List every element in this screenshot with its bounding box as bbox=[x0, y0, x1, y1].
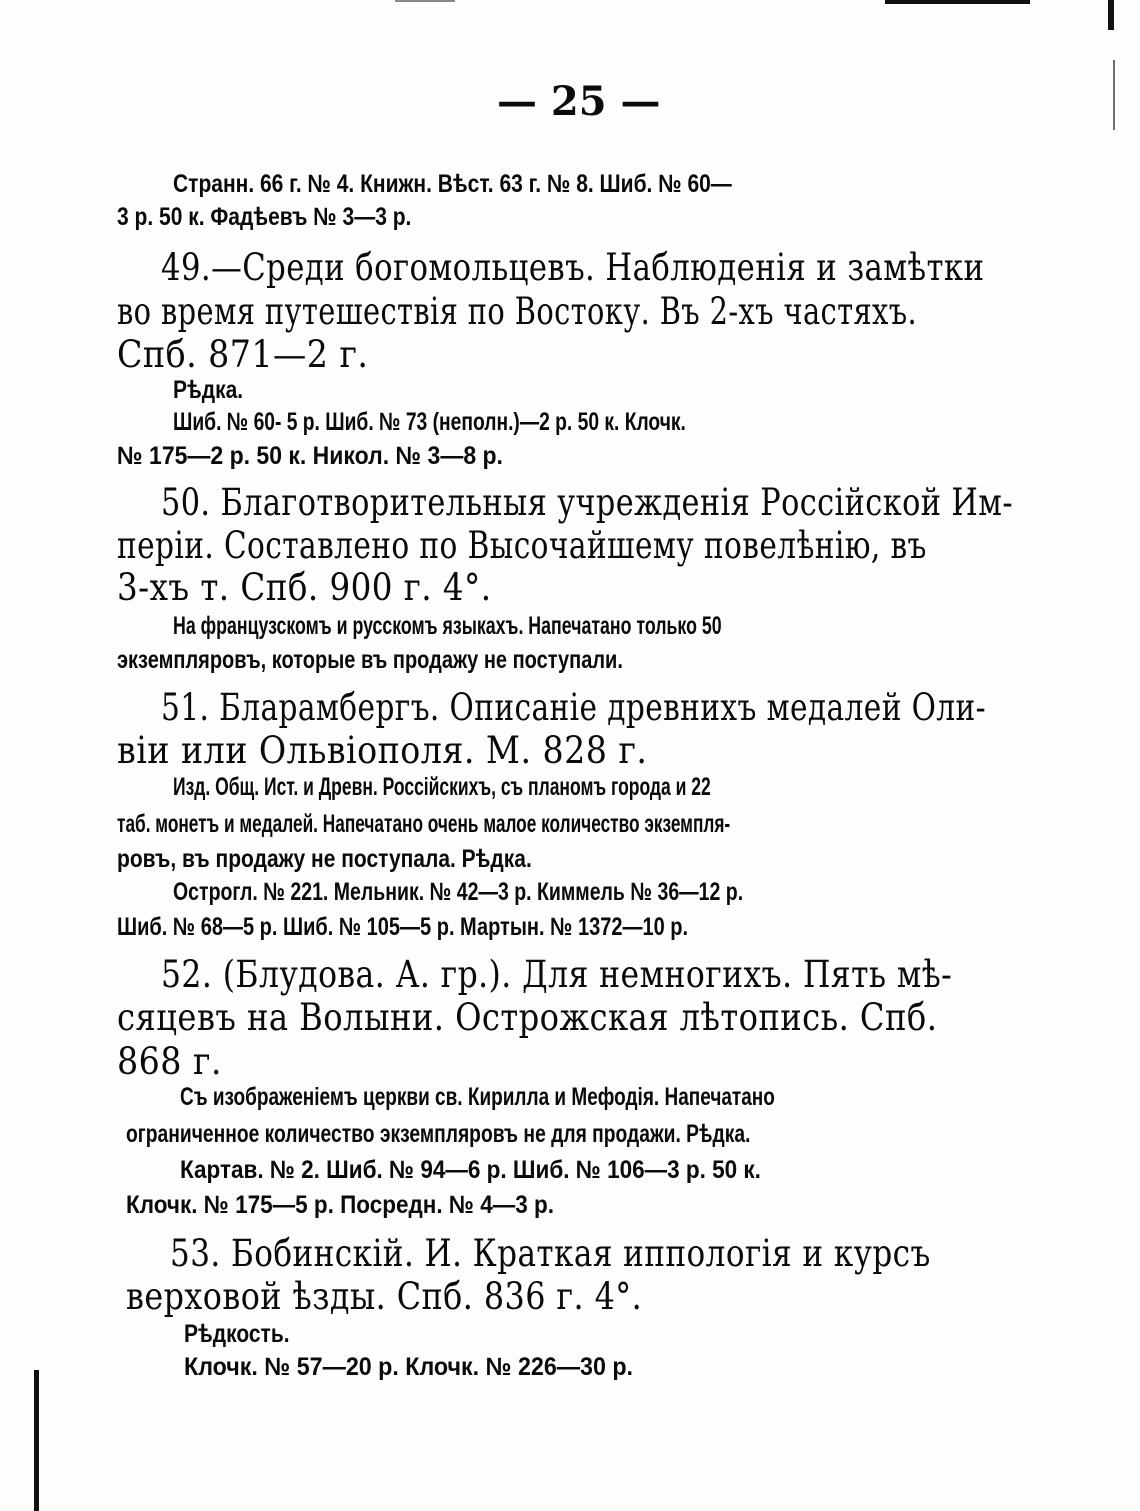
scan-edge-left-bottom bbox=[34, 1370, 39, 1511]
entry-title-line: 868 г. bbox=[117, 1040, 222, 1083]
rarity-note: ограниченное количество экземпляровъ не для продажи. Рѣдка. bbox=[126, 1120, 751, 1148]
text-line: Острогл. № 221. Мельник. № 42—3 р. Киммель № 36—12 р. bbox=[173, 878, 744, 906]
entry-title-line: сяцевъ на Волыни. Острожская лѣтопись. Спб. bbox=[117, 996, 938, 1039]
scan-edge-top bbox=[885, 0, 1030, 4]
entry-title-line: верховой ѣзды. Спб. 836 г. 4°. bbox=[126, 1275, 643, 1318]
text-line: Шиб. № 60- 5 р. Шиб. № 73 (неполн.)—2 р. 50 к. Клочк. bbox=[173, 408, 686, 436]
text-line: 3 р. 50 к. Фадѣевъ № 3—3 р. bbox=[117, 203, 412, 231]
entry-title-line: 50. Благотворительныя учрежденія Россійской Им- bbox=[161, 481, 1013, 524]
text-line: Клочк. № 57—20 р. Клочк. № 226—30 р. bbox=[184, 1353, 634, 1381]
entry-title-line: во время путешествія по Востоку. Въ 2-хъ частяхъ. bbox=[117, 290, 918, 333]
entry-title-line: 51. Бларамбергъ. Описаніе древнихъ медалей Оли- bbox=[161, 686, 987, 729]
scan-edge-right-2 bbox=[1113, 60, 1115, 130]
text-line: Изд. Общ. Ист. и Древн. Россійскихъ, съ планомъ города и 22 bbox=[173, 773, 711, 801]
entry-title-line: 49.—Среди богомольцевъ. Наблюденія и замѣтки bbox=[161, 246, 985, 289]
text-line: № 175—2 р. 50 к. Никол. № 3—8 р. bbox=[117, 442, 503, 470]
text-line: Съ изображеніемъ церкви св. Кирилла и Мефодія. Напечатано bbox=[180, 1083, 775, 1111]
rarity-note: Рѣдкость. bbox=[184, 1320, 290, 1348]
text-line: Шиб. № 68—5 р. Шиб. № 105—5 р. Мартын. № 1372—10 р. bbox=[117, 913, 689, 941]
text-line: таб. монетъ и медалей. Напечатано очень малое количество экземпля- bbox=[117, 810, 731, 838]
entry-title-line: Спб. 871—2 г. bbox=[117, 333, 369, 376]
text-line: Картав. № 2. Шиб. № 94—6 р. Шиб. № 106—3 р. 50 к. bbox=[180, 1156, 761, 1184]
entry-title-line: 3-хъ т. Спб. 900 г. 4°. bbox=[117, 566, 492, 609]
scan-edge-top-left bbox=[395, 0, 455, 2]
text-line: экземпляровъ, которые въ продажу не поступали. bbox=[117, 646, 623, 674]
entry-title-line: періи. Составлено по Высочайшему повелѣнію, въ bbox=[117, 524, 927, 567]
scan-edge-right bbox=[1108, 0, 1114, 30]
text-line: На французскомъ и русскомъ языкахъ. Напечатано только 50 bbox=[173, 612, 722, 640]
entry-title-line: віи или Ольвіополя. М. 828 г. bbox=[117, 729, 648, 772]
rarity-note: ровъ, въ продажу не поступала. Рѣдка. bbox=[117, 845, 532, 873]
rarity-note: Рѣдка. bbox=[173, 376, 244, 404]
entry-title-line: 53. Бобинскій. И. Краткая иппологія и курсъ bbox=[170, 1232, 931, 1275]
page-number: — 25 — bbox=[497, 78, 661, 125]
text-line: Клочк. № 175—5 р. Посредн. № 4—3 р. bbox=[126, 1191, 555, 1219]
text-line: Странн. 66 г. № 4. Книжн. Вѣст. 63 г. № 8. Шиб. № 60— bbox=[173, 170, 732, 198]
entry-title-line: 52. (Блудова. А. гр.). Для немногихъ. Пять мѣ- bbox=[161, 953, 953, 996]
